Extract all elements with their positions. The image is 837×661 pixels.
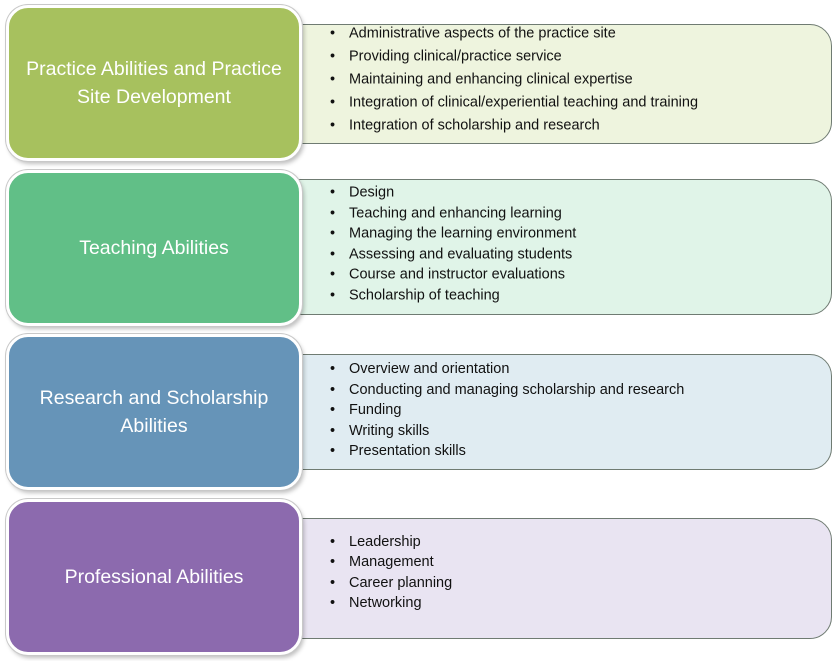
bullet-list-practice xyxy=(349,23,823,138)
category-title: Research and Scholarship Abilities xyxy=(39,387,269,437)
bullet-list-teaching xyxy=(349,183,823,306)
category-box-practice xyxy=(6,5,302,161)
list-item: • Writing skills xyxy=(349,420,823,441)
category-box-professional xyxy=(6,499,302,655)
list-item: • Funding xyxy=(349,400,823,421)
list-item: • Integration of clinical/experiential teaching and training xyxy=(349,92,823,115)
list-item: • Management xyxy=(349,552,823,573)
list-item: • Design xyxy=(349,183,823,204)
list-item: • Career planning xyxy=(349,573,823,594)
category-title: Practice Abilities and Practice Site Development xyxy=(26,58,282,108)
detail-panel-research xyxy=(286,354,832,470)
list-item: • Managing the learning environment xyxy=(349,224,823,245)
detail-panel-practice xyxy=(286,24,832,144)
list-item: • Maintaining and enhancing clinical expertise xyxy=(349,69,823,92)
list-item: • Course and instructor evaluations xyxy=(349,265,823,286)
category-title: Teaching Abilities xyxy=(79,237,229,259)
category-box-teaching xyxy=(6,170,302,326)
list-item: • Scholarship of teaching xyxy=(349,285,823,306)
list-item: • Teaching and enhancing learning xyxy=(349,203,823,224)
detail-panel-professional xyxy=(286,518,832,639)
detail-panel-teaching xyxy=(286,179,832,315)
list-item: • Presentation skills xyxy=(349,441,823,462)
list-item: • Integration of scholarship and research xyxy=(349,115,823,138)
category-title: Professional Abilities xyxy=(64,566,244,588)
list-item: • Administrative aspects of the practice site xyxy=(349,23,823,46)
bullet-list-professional xyxy=(349,532,823,614)
list-item: • Providing clinical/practice service xyxy=(349,46,823,69)
list-item: • Overview and orientation xyxy=(349,359,823,380)
category-box-research xyxy=(6,334,302,490)
list-item: • Networking xyxy=(349,593,823,614)
list-item: • Assessing and evaluating students xyxy=(349,244,823,265)
list-item: • Leadership xyxy=(349,532,823,553)
bullet-list-research xyxy=(349,359,823,462)
list-item: • Conducting and managing scholarship and research xyxy=(349,379,823,400)
